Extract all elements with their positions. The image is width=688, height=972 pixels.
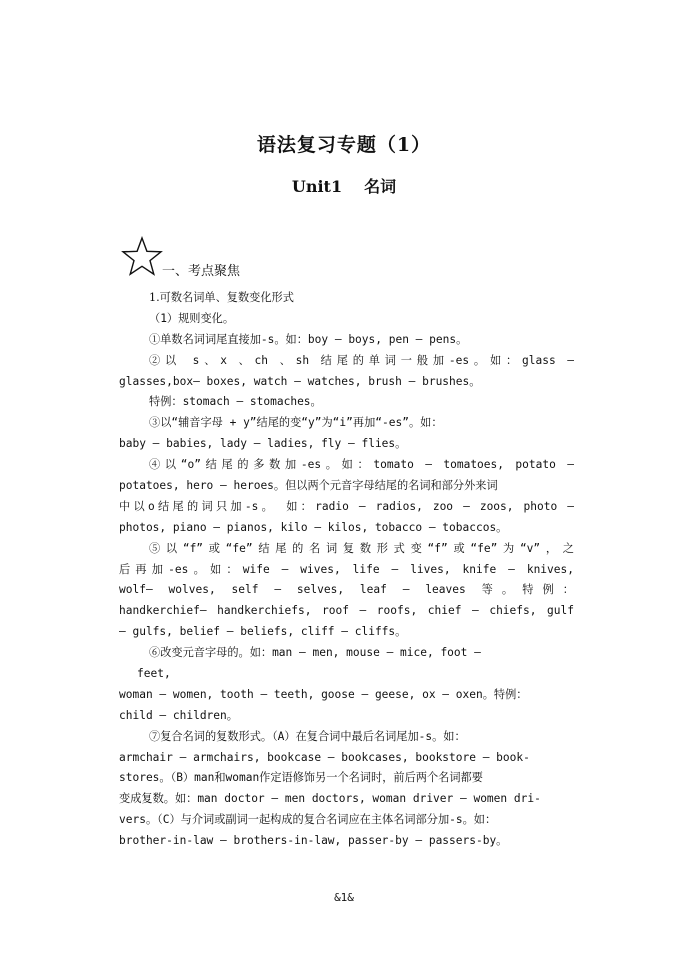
text-line: stores。（B）man和woman作定语修饰另一个名词时，前后两个名词都要 [119,771,483,785]
text-line: ③以“辅音字母 + y”结尾的变“y”为“i”再加“-es”。如： [149,416,443,430]
text-line: （1）规则变化。 [149,311,235,325]
text-line: photos, piano — pianos, kilo — kilos, tobacco — tobaccos。 [119,520,508,534]
unit-heading [0,174,688,197]
text-line: ⑥改变元音字母的。如：man — men, mouse — mice, foot — [149,646,481,660]
text-line: glasses,box— boxes, watch — watches, brush — brushes。 [119,374,481,388]
text-line: child — children。 [119,708,238,722]
text-line: 变成复数。如：man doctor — men doctors, woman driver — women dri- [119,792,541,806]
text-line: ⑦复合名词的复数形式。（A）在复合词中最后名词尾加-s。如： [149,729,466,743]
text-line: vers。（C）与介词或副词一起构成的复合名词应在主体名词部分加-s。如： [119,813,497,827]
text-line: 特例：stomach — stomaches。 [149,395,322,409]
text-line: ⑤以“f”或“fe”结尾的名词复数形式变“f”或“fe”为“v”，之 [149,541,574,555]
text-line: 后再加-es。如：wife — wives, life — lives, knife — knives, [119,562,574,576]
text-line: ②以 s、x 、ch 、sh 结尾的单词一般加-es。如：glass — [149,353,574,367]
text-line: wolf— wolves, self — selves, leaf — leaves 等。特例： [119,583,574,597]
unit-label: Unit1 [291,177,343,196]
unit-topic: 名词 [364,177,397,196]
page-number: &1& [334,891,354,904]
text-line: — gulfs, belief — beliefs, cliff — cliffs。 [119,625,407,639]
text-line: potatoes, hero — heroes。但以两个元音字母结尾的名词和部分外来词 [119,479,498,493]
text-line: armchair — armchairs, bookcase — bookcases, bookstore — book- [119,750,530,764]
body-text [119,288,574,852]
text-line: 1.可数名词单、复数变化形式 [149,291,294,304]
text-line: baby — babies, lady — ladies, fly — flies。 [119,437,407,451]
text-line: handkerchief— handkerchiefs, roof — roofs, chief — chiefs, gulf [119,604,574,618]
text-line: woman — women, tooth — teeth, goose — geese, ox — oxen。特例： [119,687,528,701]
text-line: 中以o结尾的词只加-s。 如：radio — radios, zoo — zoos, photo — [119,499,574,513]
section-title: 一、考点聚焦 [162,264,241,279]
text-line: feet, [137,667,171,681]
page-title: 语法复习专题（1） [256,134,432,156]
text-line: ①单数名词词尾直接加-s。如：boy — boys, pen — pens。 [149,332,468,346]
star-outline-icon [120,236,164,276]
text-line: brother-in-law — brothers-in-law, passer-by — passers-by。 [119,834,508,848]
text-line: ④以“o”结尾的多数加-es。如：tomato — tomatoes, potato — [149,458,574,472]
